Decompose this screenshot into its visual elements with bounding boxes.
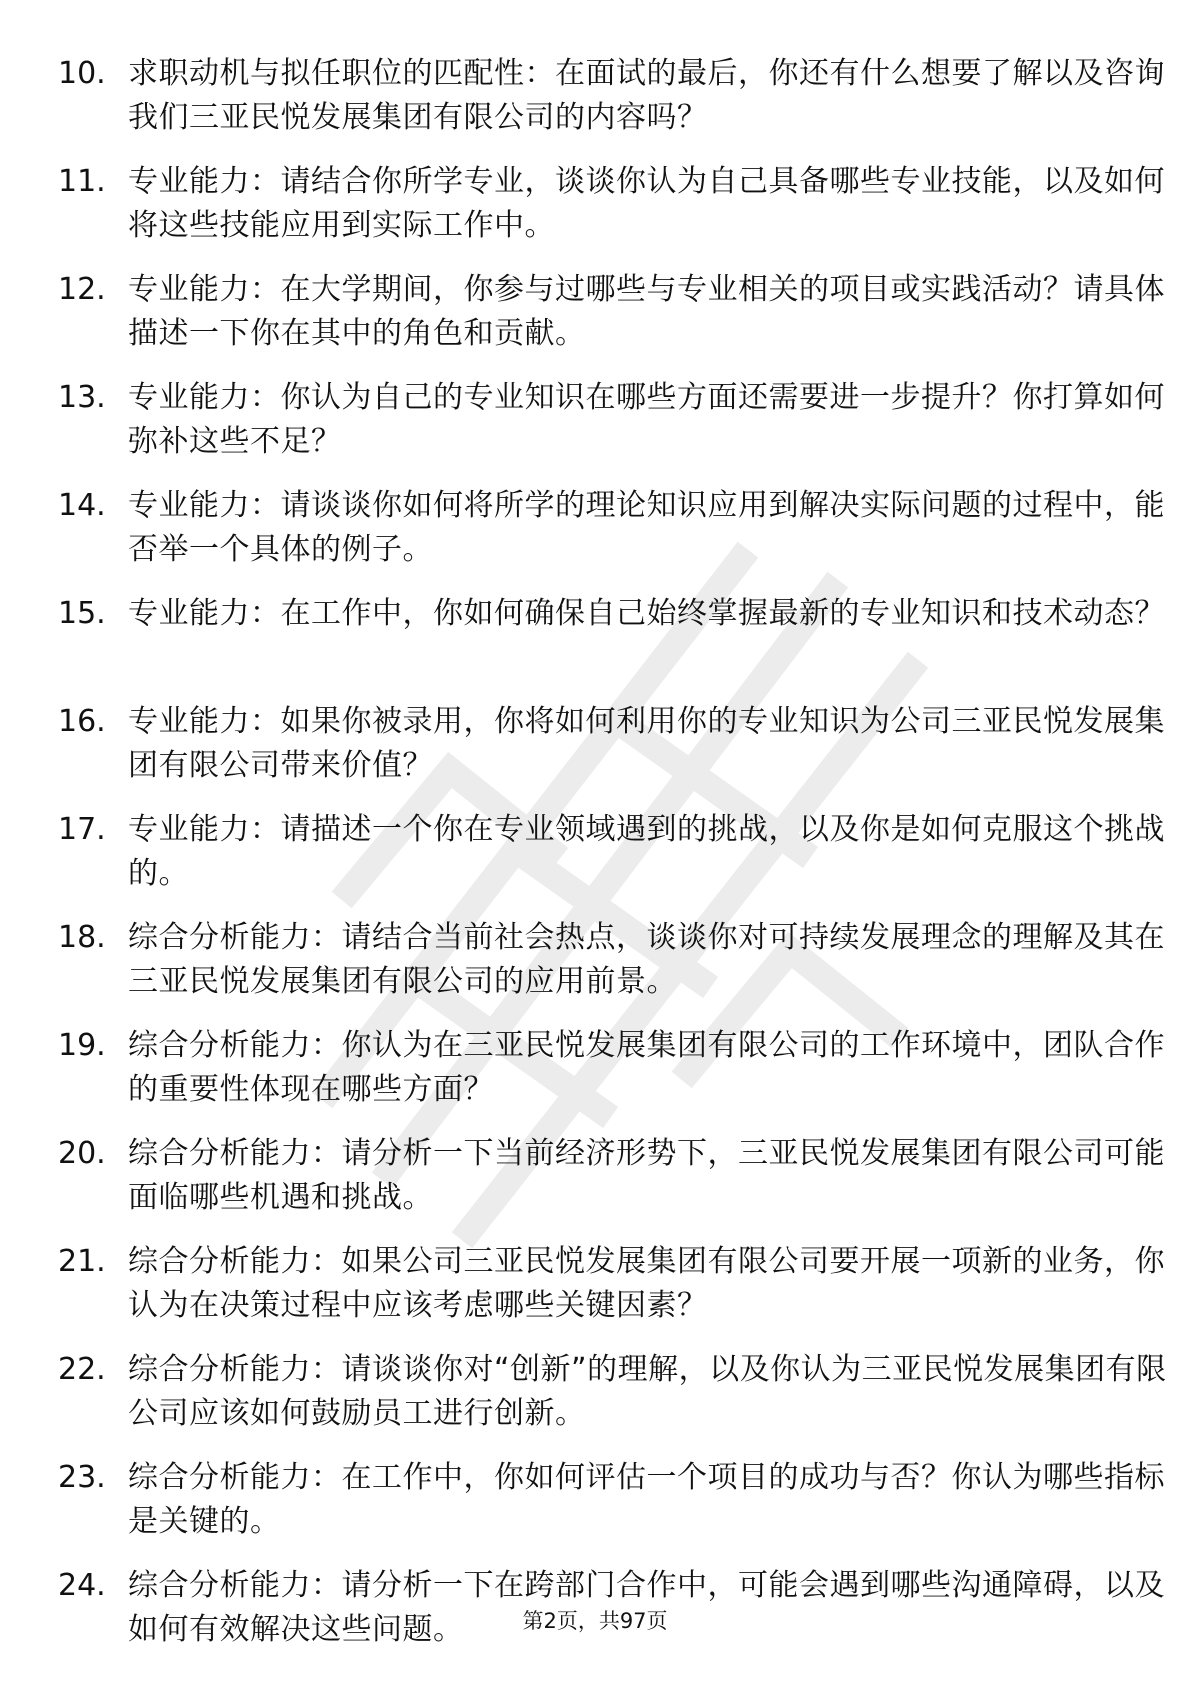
question-item bbox=[58, 1024, 1165, 1122]
question-text: 综合分析能力：请谈谈你对“创新”的理解，以及你认为三亚民悦发展集团有限公司应该如何鼓励员工进行创新。 bbox=[128, 1352, 1167, 1431]
question-number: 14. bbox=[58, 488, 106, 523]
question-text: 专业能力：请结合你所学专业，谈谈你认为自己具备哪些专业技能，以及如何将这些技能应用到实际工作中。 bbox=[128, 164, 1165, 243]
question-number: 13. bbox=[58, 380, 106, 415]
question-number: 19. bbox=[58, 1028, 106, 1063]
question-number: 10. bbox=[58, 56, 106, 91]
question-text: 专业能力：你认为自己的专业知识在哪些方面还需要进一步提升？你打算如何弥补这些不足？ bbox=[128, 380, 1165, 459]
question-item bbox=[58, 484, 1165, 582]
question-number: 21. bbox=[58, 1244, 106, 1279]
question-item bbox=[58, 1456, 1165, 1554]
question-item bbox=[58, 592, 1165, 690]
question-item bbox=[58, 1348, 1167, 1446]
question-text: 综合分析能力：你认为在三亚民悦发展集团有限公司的工作环境中，团队合作的重要性体现在哪些方面？ bbox=[128, 1028, 1165, 1107]
question-item bbox=[58, 808, 1165, 906]
question-number: 20. bbox=[58, 1136, 106, 1171]
question-text: 专业能力：在工作中，你如何确保自己始终掌握最新的专业知识和技术动态？ bbox=[128, 596, 1165, 631]
question-number: 15. bbox=[58, 596, 106, 631]
question-item bbox=[58, 268, 1165, 366]
question-number: 12. bbox=[58, 272, 106, 307]
question-item bbox=[58, 1240, 1165, 1338]
question-text: 专业能力：如果你被录用，你将如何利用你的专业知识为公司三亚民悦发展集团有限公司带来价值？ bbox=[128, 704, 1165, 783]
question-number: 16. bbox=[58, 704, 106, 739]
question-text: 专业能力：请谈谈你如何将所学的理论知识应用到解决实际问题的过程中，能否举一个具体的例子。 bbox=[128, 488, 1165, 567]
question-item bbox=[58, 376, 1165, 474]
question-text: 综合分析能力：如果公司三亚民悦发展集团有限公司要开展一项新的业务，你认为在决策过程中应该考虑哪些关键因素？ bbox=[128, 1244, 1165, 1323]
question-text: 专业能力：在大学期间，你参与过哪些与专业相关的项目或实践活动？请具体描述一下你在其中的角色和贡献。 bbox=[128, 272, 1165, 351]
question-item bbox=[58, 1132, 1165, 1230]
question-number: 24. bbox=[58, 1568, 106, 1603]
question-item bbox=[58, 916, 1165, 1014]
question-item bbox=[58, 52, 1165, 150]
question-text: 综合分析能力：在工作中，你如何评估一个项目的成功与否？你认为哪些指标是关键的。 bbox=[128, 1460, 1165, 1539]
question-number: 23. bbox=[58, 1460, 106, 1495]
question-text: 专业能力：请描述一个你在专业领域遇到的挑战，以及你是如何克服这个挑战的。 bbox=[128, 812, 1165, 891]
question-number: 17. bbox=[58, 812, 106, 847]
question-text: 求职动机与拟任职位的匹配性：在面试的最后，你还有什么想要了解以及咨询我们三亚民悦发展集团有限公司的内容吗？ bbox=[128, 56, 1165, 135]
question-number: 18. bbox=[58, 920, 106, 955]
question-text: 综合分析能力：请分析一下当前经济形势下，三亚民悦发展集团有限公司可能面临哪些机遇和挑战。 bbox=[128, 1136, 1165, 1215]
question-item bbox=[58, 700, 1165, 798]
question-text: 综合分析能力：请分析一下在跨部门合作中，可能会遇到哪些沟通障碍，以及如何有效解决这些问题。 bbox=[128, 1568, 1165, 1647]
question-text: 综合分析能力：请结合当前社会热点，谈谈你对可持续发展理念的理解及其在三亚民悦发展集团有限公司的应用前景。 bbox=[128, 920, 1165, 999]
question-list bbox=[58, 52, 1167, 1672]
page-footer: 第2页，共97页 bbox=[522, 1609, 668, 1633]
question-number: 22. bbox=[58, 1352, 106, 1387]
question-item bbox=[58, 160, 1165, 258]
question-number: 11. bbox=[58, 164, 106, 199]
